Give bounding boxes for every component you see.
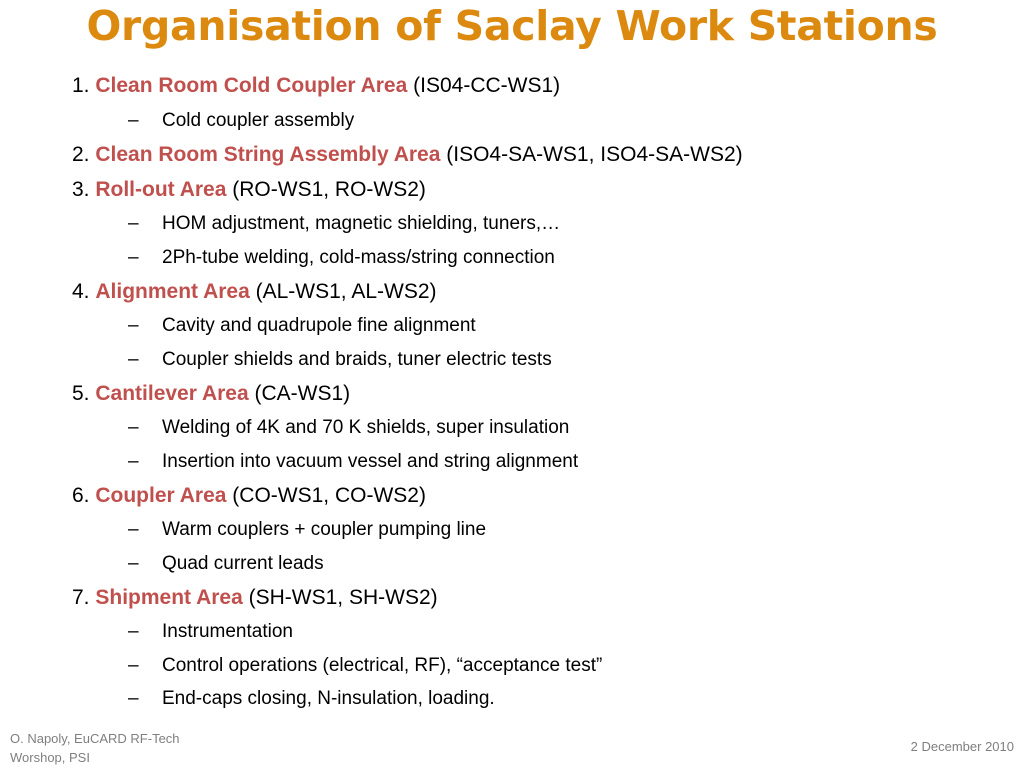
dash-bullet: – [128, 654, 139, 676]
sub-item [72, 416, 1012, 440]
dash-bullet: – [128, 246, 139, 268]
sub-item-text: Coupler shields and braids, tuner electric tests [162, 348, 552, 370]
item-number: 3. [72, 177, 90, 201]
sub-item-text: HOM adjustment, magnetic shielding, tuners,… [162, 213, 561, 234]
area-name: Clean Room Cold Coupler Area [95, 74, 408, 97]
area-codes: (CA-WS1) [254, 381, 351, 405]
item-number: 5. [72, 381, 90, 405]
dash-bullet: – [128, 519, 139, 540]
area-codes: (RO-WS1, RO-WS2) [232, 177, 426, 201]
sub-item-text: 2Ph-tube welding, cold-mass/string connection [162, 246, 555, 268]
sub-item-text: Cavity and quadrupole fine alignment [162, 315, 476, 336]
sub-item [72, 246, 1012, 270]
sub-item [72, 212, 1012, 236]
area-name: Clean Room String Assembly Area [95, 142, 441, 166]
item-number: 6. [72, 483, 90, 507]
dash-bullet: – [128, 621, 139, 642]
dash-bullet: – [128, 417, 139, 438]
slide-title: Organisation of Saclay Work Stations [86, 2, 938, 50]
sub-item [72, 620, 1012, 644]
area-name: Alignment Area [95, 279, 250, 303]
list-item [72, 483, 1012, 509]
sub-item [72, 109, 1012, 133]
area-codes: (IS04-CC-WS1) [413, 74, 561, 97]
area-name: Roll-out Area [95, 177, 227, 201]
item-number: 7. [72, 585, 90, 609]
sub-item-text: Insertion into vacuum vessel and string alignment [162, 450, 579, 472]
area-name: Coupler Area [95, 483, 227, 507]
sub-item-text: Quad current leads [162, 552, 324, 574]
sub-item [72, 450, 1012, 474]
work-station-list [72, 73, 1012, 711]
sub-item-text: Warm couplers + coupler pumping line [162, 519, 487, 540]
list-item [72, 585, 1012, 611]
dash-bullet: – [128, 315, 139, 336]
area-codes: (SH-WS1, SH-WS2) [248, 585, 438, 609]
sub-item [72, 687, 1012, 711]
dash-bullet: – [128, 109, 139, 131]
sub-item [72, 314, 1012, 338]
footer-date: 2 December 2010 [910, 739, 1014, 754]
dash-bullet: – [128, 688, 139, 709]
sub-item-text: Control operations (electrical, RF), “acceptance test” [162, 654, 603, 676]
sub-item [72, 552, 1012, 576]
item-number: 2. [72, 142, 90, 166]
sub-item [72, 518, 1012, 542]
dash-bullet: – [128, 450, 139, 472]
area-name: Shipment Area [95, 585, 243, 609]
item-number: 4. [72, 279, 90, 303]
dash-bullet: – [128, 348, 139, 370]
list-item [72, 279, 1012, 305]
sub-item-text: Welding of 4K and 70 K shields, super insulation [162, 417, 570, 438]
item-number: 1. [72, 74, 90, 97]
footer-author: O. Napoly, EuCARD RF-Tech Worshop, PSI [10, 731, 180, 765]
list-item [72, 142, 1012, 168]
area-codes: (CO-WS1, CO-WS2) [232, 483, 426, 507]
sub-item-text: Cold coupler assembly [162, 109, 355, 131]
area-codes: (ISO4-SA-WS1, ISO4-SA-WS2) [446, 142, 743, 166]
area-codes: (AL-WS1, AL-WS2) [255, 279, 437, 303]
list-item [72, 381, 1012, 407]
dash-bullet: – [128, 213, 139, 234]
sub-item-text: End-caps closing, N-insulation, loading. [162, 688, 495, 709]
dash-bullet: – [128, 552, 139, 574]
sub-item-text: Instrumentation [162, 621, 293, 642]
sub-item [72, 348, 1012, 372]
list-item [72, 73, 1012, 99]
list-item [72, 177, 1012, 203]
sub-item [72, 654, 1012, 678]
area-name: Cantilever Area [95, 381, 249, 405]
